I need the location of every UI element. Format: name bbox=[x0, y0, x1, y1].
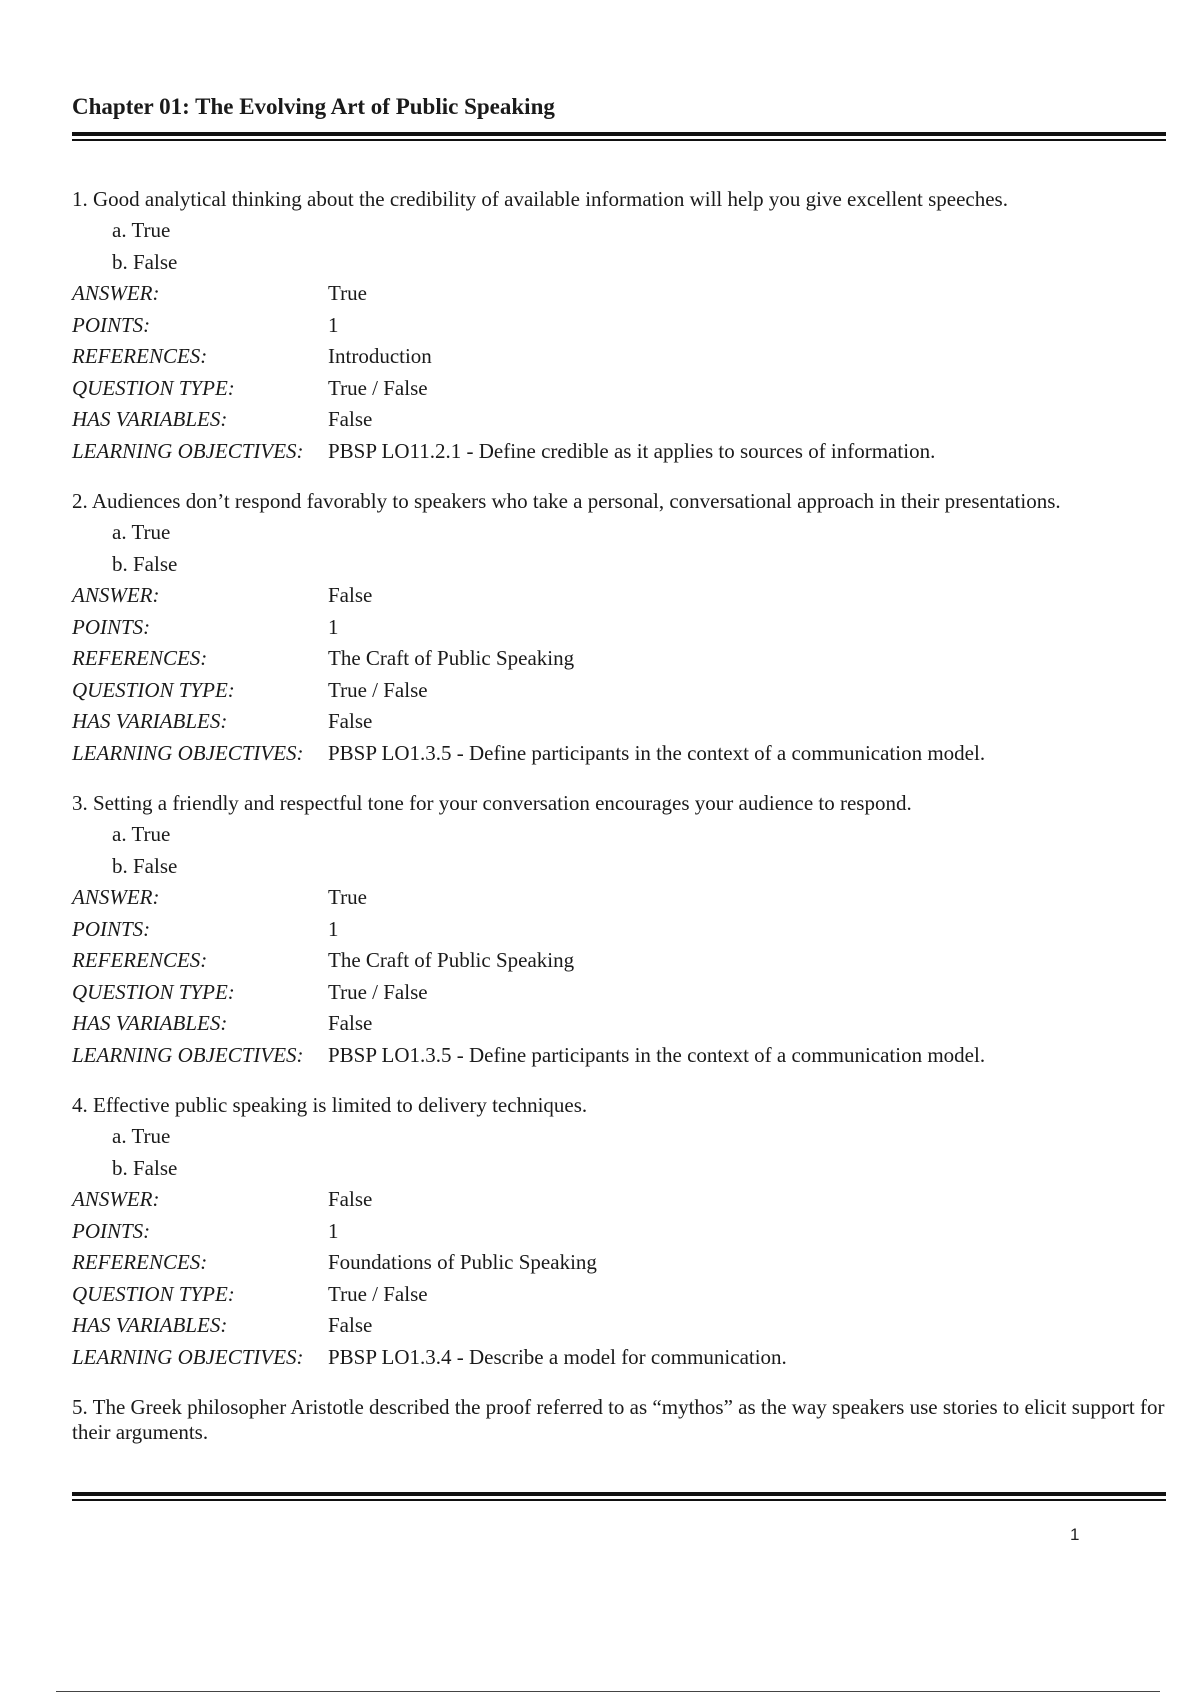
meta-row bbox=[72, 278, 935, 310]
meta-row bbox=[72, 738, 985, 770]
meta-label: QUESTION TYPE: bbox=[72, 375, 235, 400]
question-item bbox=[72, 1093, 1166, 1373]
meta-row bbox=[72, 914, 985, 946]
meta-label: QUESTION TYPE: bbox=[72, 1281, 235, 1306]
meta-value: True bbox=[328, 885, 367, 909]
meta-label: ANSWER: bbox=[72, 583, 160, 607]
meta-row bbox=[72, 1247, 787, 1279]
choice-option: a. True bbox=[112, 1124, 171, 1148]
choice-list bbox=[112, 516, 1166, 580]
meta-label: ANSWER: bbox=[72, 1187, 160, 1211]
meta-label: REFERENCES: bbox=[72, 344, 208, 368]
meta-label: QUESTION TYPE: bbox=[72, 677, 235, 702]
meta-row bbox=[72, 580, 985, 612]
choice-list bbox=[112, 818, 1166, 882]
meta-value: The Craft of Public Speaking bbox=[328, 948, 575, 972]
meta-label: ANSWER: bbox=[72, 885, 160, 909]
choice-option: b. False bbox=[112, 250, 178, 274]
meta-row bbox=[72, 404, 935, 436]
page-number: 1 bbox=[1070, 1525, 1080, 1544]
meta-label: HAS VARIABLES: bbox=[72, 407, 228, 431]
meta-row bbox=[72, 1040, 985, 1072]
meta-label: REFERENCES: bbox=[72, 1250, 208, 1274]
meta-label: POINTS: bbox=[72, 312, 151, 337]
meta-value: 1 bbox=[328, 312, 339, 337]
meta-label: QUESTION TYPE: bbox=[72, 979, 235, 1004]
choice-list bbox=[112, 214, 1166, 278]
meta-value: True / False bbox=[328, 979, 428, 1004]
meta-value: True / False bbox=[328, 375, 428, 400]
question-stem: 3. Setting a friendly and respectful tone for your conversation encourages your audience to respond. bbox=[72, 791, 912, 815]
meta-value: The Craft of Public Speaking bbox=[328, 646, 575, 670]
meta-value: False bbox=[328, 1187, 373, 1211]
meta-label: HAS VARIABLES: bbox=[72, 1313, 228, 1337]
meta-label: LEARNING OBJECTIVES: bbox=[72, 740, 304, 765]
meta-label: LEARNING OBJECTIVES: bbox=[72, 1344, 304, 1369]
choice-option: a. True bbox=[112, 822, 171, 846]
question-stem: 2. Audiences don’t respond favorably to speakers who take a personal, conversational approach in their presentations. bbox=[72, 489, 1061, 513]
meta-value: PBSP LO11.2.1 - Define credible as it applies to sources of information. bbox=[328, 438, 936, 463]
meta-row bbox=[72, 1008, 985, 1040]
chapter-title: Chapter 01: The Evolving Art of Public Speaking bbox=[72, 94, 555, 119]
meta-label: HAS VARIABLES: bbox=[72, 709, 228, 733]
meta-label: POINTS: bbox=[72, 916, 151, 941]
question-meta-table bbox=[72, 580, 985, 769]
question-item bbox=[72, 1395, 1166, 1445]
question-item bbox=[72, 489, 1166, 769]
meta-value: True / False bbox=[328, 1281, 428, 1306]
meta-row bbox=[72, 1279, 787, 1311]
meta-value: False bbox=[328, 407, 373, 431]
meta-value: True / False bbox=[328, 677, 428, 702]
choice-list bbox=[112, 1120, 1166, 1184]
meta-value: False bbox=[328, 1011, 373, 1035]
meta-row bbox=[72, 1184, 787, 1216]
meta-value: 1 bbox=[328, 916, 339, 941]
question-stem: 5. The Greek philosopher Aristotle described the proof referred to as “mythos” as the way speakers use stories to elicit support for their arguments. bbox=[72, 1395, 1165, 1444]
meta-label: LEARNING OBJECTIVES: bbox=[72, 1042, 304, 1067]
question-item bbox=[72, 187, 1166, 467]
question-stem: 4. Effective public speaking is limited to delivery techniques. bbox=[72, 1093, 588, 1117]
choice-option: a. True bbox=[112, 520, 171, 544]
document-page bbox=[72, 92, 1166, 1467]
meta-row bbox=[72, 643, 985, 675]
meta-label: HAS VARIABLES: bbox=[72, 1011, 228, 1035]
choice-option: b. False bbox=[112, 854, 178, 878]
meta-value: Introduction bbox=[328, 344, 432, 368]
choice-option: a. True bbox=[112, 218, 171, 242]
choice-option: b. False bbox=[112, 552, 178, 576]
meta-value: Foundations of Public Speaking bbox=[328, 1250, 597, 1274]
header-double-rule bbox=[72, 132, 1166, 141]
meta-label: REFERENCES: bbox=[72, 948, 208, 972]
meta-label: POINTS: bbox=[72, 1218, 151, 1243]
meta-label: POINTS: bbox=[72, 614, 151, 639]
meta-label: LEARNING OBJECTIVES: bbox=[72, 438, 304, 463]
meta-row bbox=[72, 945, 985, 977]
meta-value: False bbox=[328, 709, 373, 733]
meta-value: True bbox=[328, 281, 367, 305]
meta-row bbox=[72, 1342, 787, 1374]
question-item bbox=[72, 791, 1166, 1071]
choice-option: b. False bbox=[112, 1156, 178, 1180]
meta-row bbox=[72, 1216, 787, 1248]
meta-value: PBSP LO1.3.5 - Define participants in the context of a communication model. bbox=[328, 740, 986, 765]
question-meta-table bbox=[72, 278, 935, 467]
footer-double-rule bbox=[72, 1492, 1166, 1501]
meta-row bbox=[72, 310, 935, 342]
meta-value: 1 bbox=[328, 614, 339, 639]
meta-value: False bbox=[328, 1313, 373, 1337]
meta-value: PBSP LO1.3.5 - Define participants in the context of a communication model. bbox=[328, 1042, 986, 1067]
meta-value: 1 bbox=[328, 1218, 339, 1243]
meta-value: False bbox=[328, 583, 373, 607]
question-stem: 1. Good analytical thinking about the credibility of available information will help you give excellent speeches. bbox=[72, 187, 1008, 211]
question-list bbox=[72, 187, 1166, 1445]
meta-value: PBSP LO1.3.4 - Describe a model for communication. bbox=[328, 1344, 787, 1369]
meta-label: REFERENCES: bbox=[72, 646, 208, 670]
meta-row bbox=[72, 612, 985, 644]
meta-row bbox=[72, 675, 985, 707]
meta-row bbox=[72, 1310, 787, 1342]
meta-row bbox=[72, 706, 985, 738]
meta-row bbox=[72, 373, 935, 405]
meta-row bbox=[72, 436, 935, 468]
meta-row bbox=[72, 977, 985, 1009]
question-meta-table bbox=[72, 882, 985, 1071]
meta-row bbox=[72, 882, 985, 914]
question-meta-table bbox=[72, 1184, 787, 1373]
meta-row bbox=[72, 341, 935, 373]
meta-label: ANSWER: bbox=[72, 281, 160, 305]
page-bottom-divider bbox=[56, 1691, 1160, 1692]
